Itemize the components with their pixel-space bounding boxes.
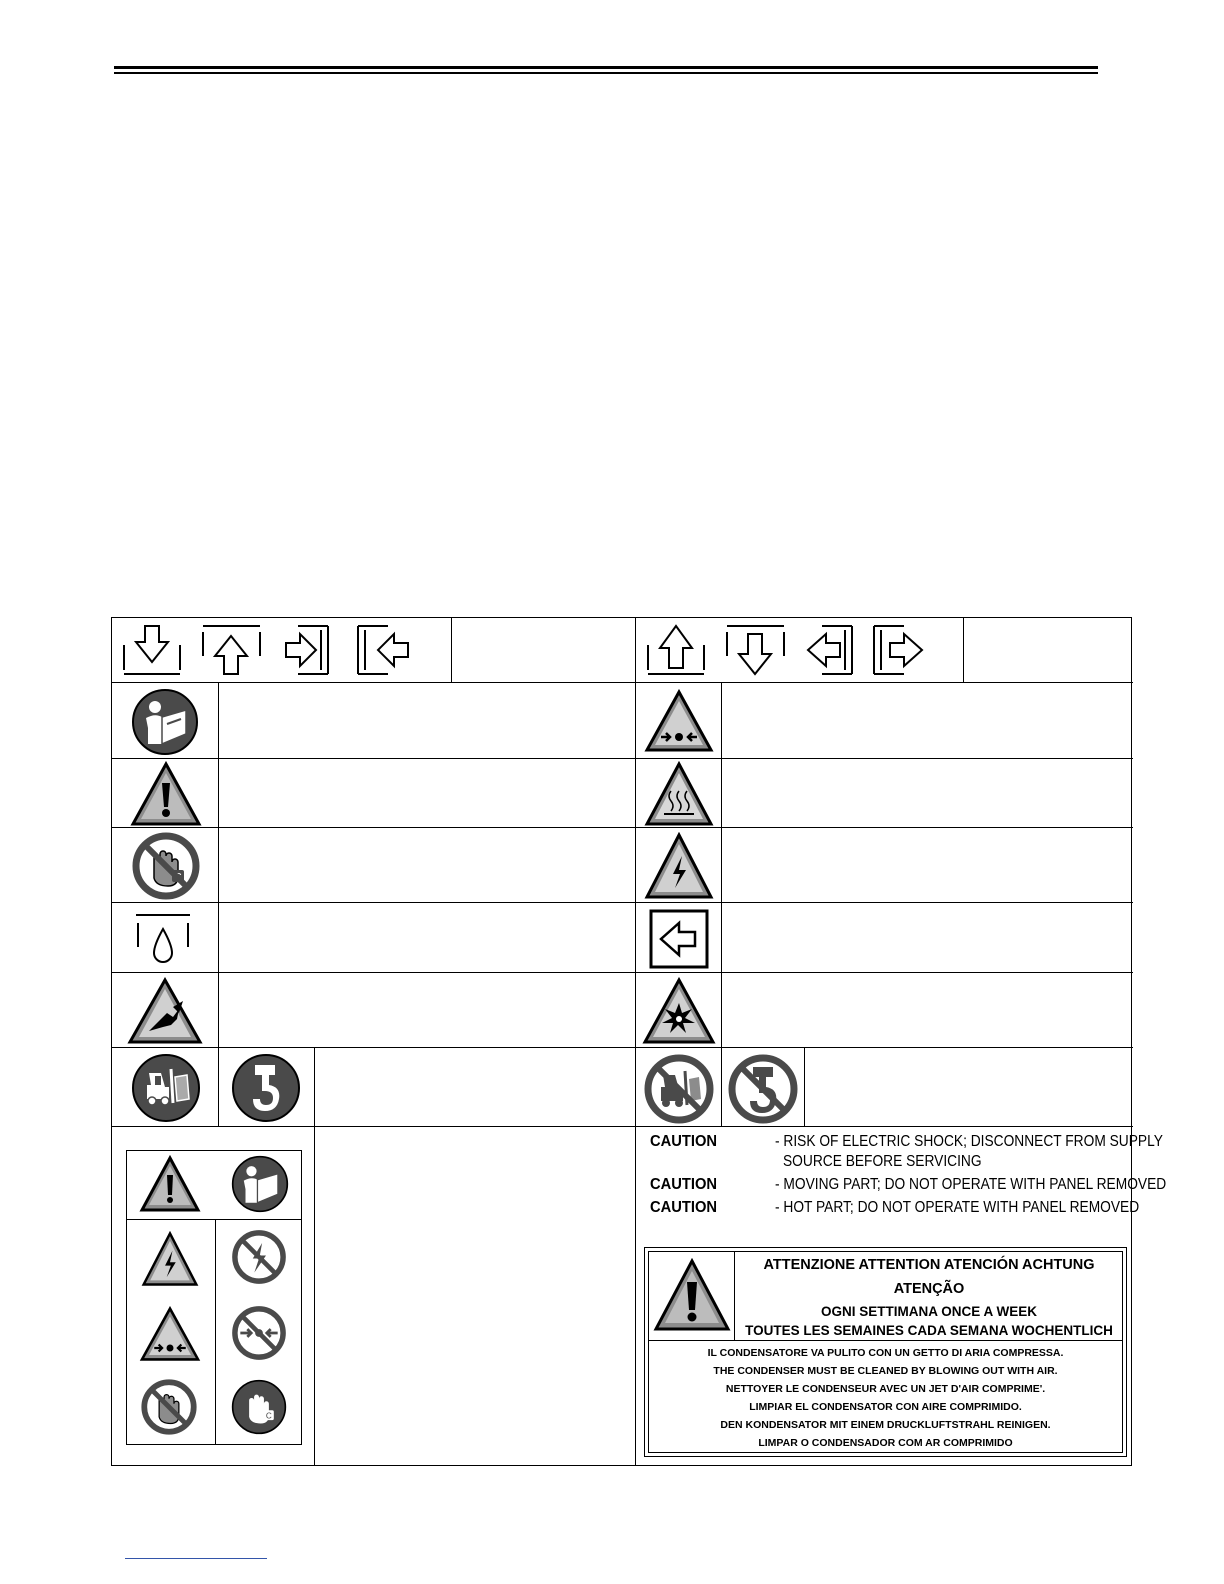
no-forklift-icon xyxy=(643,1053,715,1125)
cell-general-warning xyxy=(112,759,219,828)
cell-no-lifting-desc xyxy=(805,1048,1133,1127)
notice-body-french: NETTOYER LE CONDENSEUR AVEC UN JET D'AIR COMPRIME'. xyxy=(725,1383,1046,1395)
cell-drain-water xyxy=(112,903,219,973)
cell-explosion xyxy=(636,973,722,1048)
cell-hot-surface-desc xyxy=(722,759,1133,828)
cell-electric-shock xyxy=(636,828,722,903)
svg-text:C: C xyxy=(265,1411,272,1421)
cell-entry-point xyxy=(636,903,722,973)
hand-protection-icon xyxy=(231,1379,287,1435)
no-electric-icon xyxy=(231,1229,287,1285)
read-manual-icon xyxy=(231,1155,289,1213)
cell-drain-water-desc xyxy=(219,903,636,973)
cell-read-manual xyxy=(112,683,219,759)
header-rule-thin xyxy=(114,72,1098,74)
cell-cut-hazard-desc xyxy=(219,973,636,1048)
notice-weekly-multilang: TOUTES LES SEMAINES CADA SEMANA WOCHENTLICH xyxy=(745,1323,1113,1338)
notice-atencao: ATENÇÃO xyxy=(893,1281,965,1297)
cell-arrows-out xyxy=(636,618,964,683)
cell-entry-point-desc xyxy=(722,903,1133,973)
cell-forklift xyxy=(112,1048,219,1127)
cell-arrows-in-desc xyxy=(452,618,636,683)
notice-body-german: DEN KONDENSATOR MIT EINEM DRUCKLUFTSTRAHL REINIGEN. xyxy=(720,1419,1051,1431)
no-hand-contact-icon xyxy=(141,1379,197,1435)
crane-hook-icon xyxy=(231,1053,301,1123)
cell-explosion-desc xyxy=(722,973,1133,1048)
caution-heading-2: CAUTION xyxy=(650,1176,718,1193)
arrows-inward-icon xyxy=(118,620,428,680)
cell-crush-hazard xyxy=(636,683,722,759)
read-manual-icon xyxy=(131,688,199,756)
cell-no-hands-desc xyxy=(219,828,636,903)
cell-hot-surface xyxy=(636,759,722,828)
no-hand-contact-icon xyxy=(132,832,200,900)
notice-attention-multilang: ATTENZIONE ATTENTION ATENCIÓN ACHTUNG xyxy=(763,1257,1095,1273)
cell-no-hands xyxy=(112,828,219,903)
caution-line-hot-part: - HOT PART; DO NOT OPERATE WITH PANEL REMOVED xyxy=(775,1199,1140,1216)
cell-lifting-desc xyxy=(315,1048,636,1127)
water-drop-icon xyxy=(132,911,194,969)
condenser-cleaning-notice xyxy=(644,1247,1127,1457)
notice-body-italian: IL CONDENSATORE VA PULITO CON UN GETTO DI ARIA COMPRESSA. xyxy=(707,1347,1064,1359)
warning-icon xyxy=(653,1258,731,1332)
hand-cut-hazard-icon xyxy=(127,977,203,1045)
electric-shock-icon xyxy=(644,832,714,900)
crush-hazard-icon xyxy=(139,1306,201,1362)
caution-line-supply-source: SOURCE BEFORE SERVICING xyxy=(783,1153,982,1170)
electric-shock-icon xyxy=(139,1231,201,1287)
cell-read-manual-desc xyxy=(219,683,636,759)
notice-body-spanish: LIMPIAR EL CONDENSATOR CON AIRE COMPRIMIDO. xyxy=(749,1401,1022,1413)
cell-arrows-in xyxy=(112,618,452,683)
arrows-outward-icon xyxy=(642,620,942,680)
warning-icon xyxy=(130,761,202,827)
no-crush-icon xyxy=(231,1305,287,1361)
explosion-hazard-icon xyxy=(642,977,716,1045)
cell-general-warning-desc xyxy=(219,759,636,828)
cell-cut-hazard xyxy=(112,973,219,1048)
notice-body-portuguese: LIMPAR O CONDENSADOR COM AR COMPRIMIDO xyxy=(758,1437,1013,1449)
forklift-icon xyxy=(131,1053,201,1123)
cell-no-crane-hook xyxy=(722,1048,805,1127)
arrow-left-box-icon xyxy=(649,909,709,969)
cell-panel-label-desc xyxy=(315,1127,636,1465)
caution-line-electric-shock: - RISK OF ELECTRIC SHOCK; DISCONNECT FROM SUPPLY xyxy=(775,1133,1163,1150)
cell-crane-hook xyxy=(219,1048,315,1127)
caution-line-moving-part: - MOVING PART; DO NOT OPERATE WITH PANEL REMOVED xyxy=(775,1176,1167,1193)
header-rule-thick xyxy=(114,66,1098,69)
no-crane-hook-icon xyxy=(727,1053,799,1125)
notice-once-a-week: OGNI SETTIMANA ONCE A WEEK xyxy=(821,1304,1037,1319)
footer-link-underline[interactable] xyxy=(125,1558,267,1559)
warning-icon xyxy=(139,1155,201,1213)
crush-hazard-icon xyxy=(644,689,714,753)
cell-electric-shock-desc xyxy=(722,828,1133,903)
cell-arrows-out-desc xyxy=(964,618,1133,683)
hot-surface-icon xyxy=(644,761,714,827)
cell-crush-hazard-desc xyxy=(722,683,1133,759)
caution-heading-3: CAUTION xyxy=(650,1199,718,1216)
cell-no-forklift xyxy=(636,1048,722,1127)
notice-body-english: THE CONDENSER MUST BE CLEANED BY BLOWING OUT WITH AIR. xyxy=(713,1365,1058,1377)
panel-symbols-label xyxy=(126,1150,302,1445)
caution-heading-1: CAUTION xyxy=(650,1133,718,1150)
